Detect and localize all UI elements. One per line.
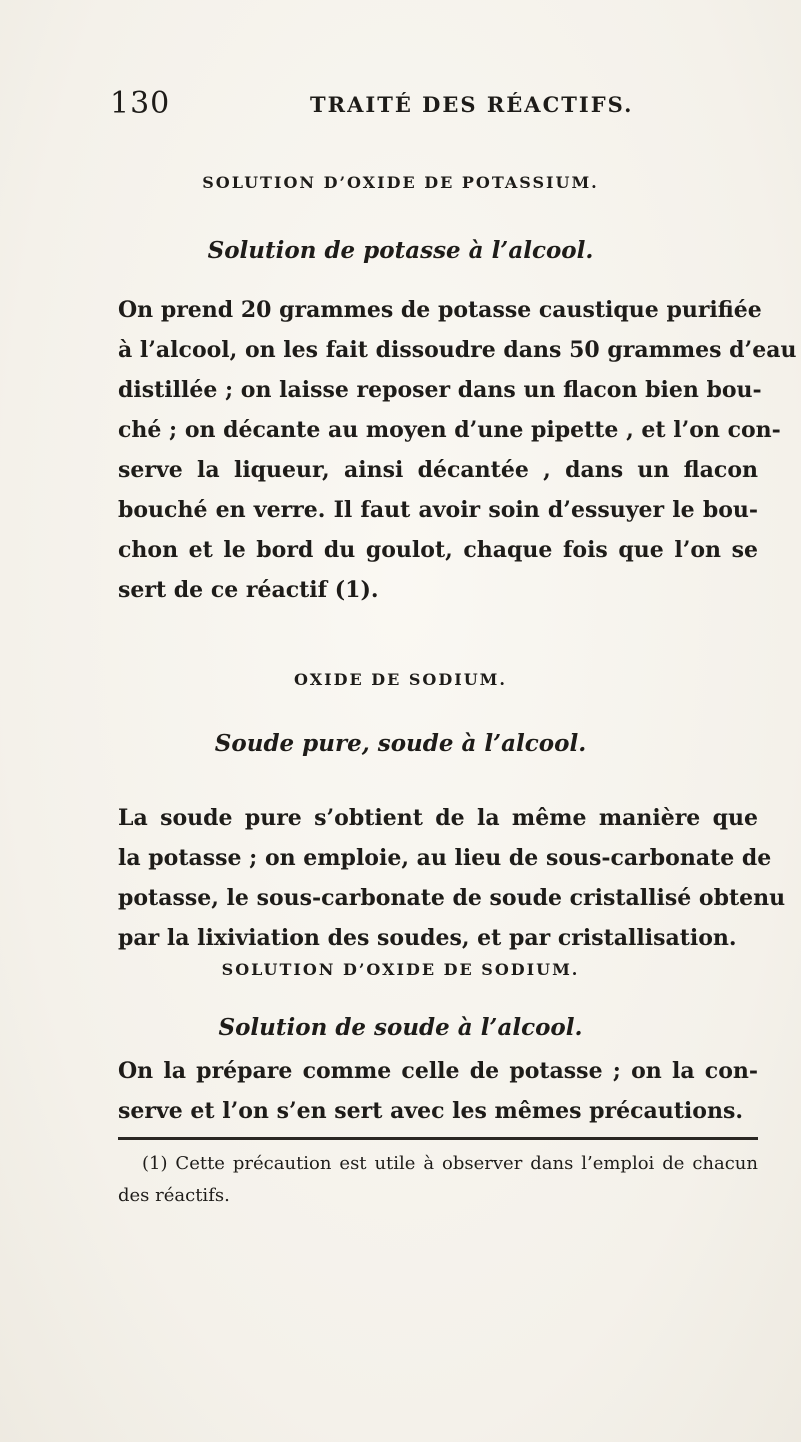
section-heading-potassium-solution: SOLUTION D’OXIDE DE POTASSIUM. [202,173,599,192]
page-header [110,86,740,126]
text-line: potasse, le sous-carbonate de soude cristallisé obtenu [118,885,786,911]
section-subheading-sodium-oxide: Soude pure, soude à l’alcool. [214,730,587,757]
text-line: la potasse ; on emploie, au lieu de sous-carbonate de [118,845,772,871]
paragraph-potassium-solution [118,290,797,610]
footnote-line: (1) Cette précaution est utile à observer dans l’emploi de chacun [142,1153,758,1174]
text-line: à l’alcool, on les fait dissoudre dans 50 grammes d’eau [118,337,797,363]
running-title: TRAITÉ DES RÉACTIFS. [310,92,634,117]
text-line: chon et le bord du goulot, chaque fois que l’on se [118,537,758,563]
page-number: 130 [110,86,171,121]
text-line: On prend 20 grammes de potasse caustique purifiée [118,297,762,323]
text-line: serve et l’on s’en sert avec les mêmes précautions. [118,1098,744,1124]
text-line: ché ; on décante au moyen d’une pipette , et l’on con- [118,417,781,443]
text-line: distillée ; on laisse reposer dans un flacon bien bou- [118,377,762,403]
section-heading-sodium-oxide: OXIDE DE SODIUM. [294,670,507,689]
text-line: sert de ce réactif (1). [118,577,379,603]
text-line: par la lixiviation des soudes, et par cristallisation. [118,925,737,951]
footnote-line: des réactifs. [118,1185,230,1206]
section-heading-sodium-solution: SOLUTION D’OXIDE DE SODIUM. [221,960,580,979]
section-subheading-potassium-solution: Solution de potasse à l’alcool. [207,237,594,264]
text-line: bouché en verre. Il faut avoir soin d’essuyer le bou- [118,497,758,523]
text-line: serve la liqueur, ainsi décantée , dans un flacon [118,457,758,483]
footnote [118,1148,758,1212]
text-line: La soude pure s’obtient de la même manière que [118,805,758,831]
text-line: On la prépare comme celle de potasse ; on la con- [118,1058,758,1084]
paragraph-sodium-oxide [118,798,786,958]
section-subheading-sodium-solution: Solution de soude à l’alcool. [218,1014,583,1041]
paragraph-sodium-solution [118,1051,758,1131]
footnote-divider [118,1137,758,1140]
